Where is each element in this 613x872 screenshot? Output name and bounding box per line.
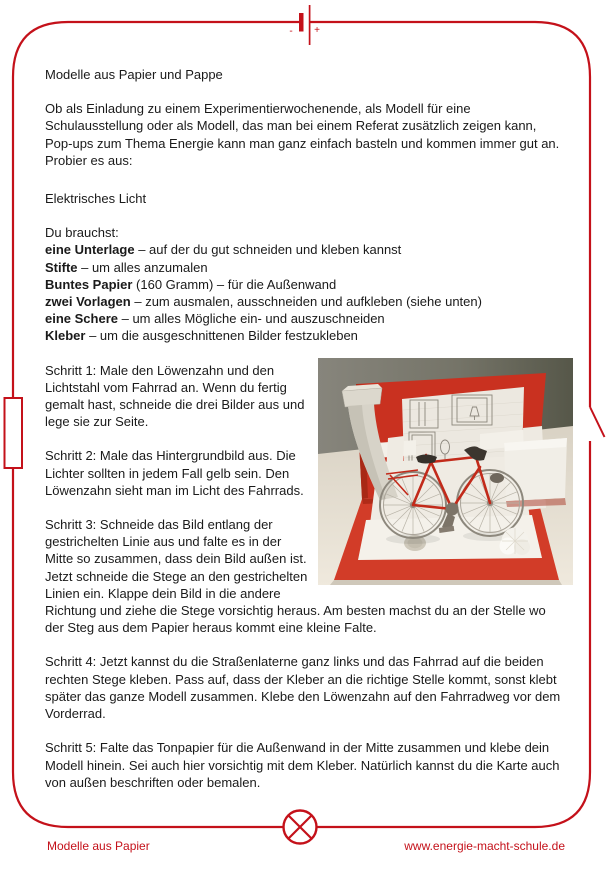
try-prompt: Probier es aus:: [45, 152, 133, 168]
step-paragraph: Schritt 5: Falte das Tonpapier für die Außenwand in der Mitte zusammen und klebe dein Modell hinein. Sei auch hier vorsichtig mit dem Kleber. Natürlich kannst du die Karte auch von außen beschriften oder bemalen.: [45, 740, 560, 790]
materials-heading: Du brauchst:: [45, 225, 119, 241]
lamp-icon: [284, 811, 317, 844]
popup-model-photo-graphic: [318, 358, 573, 585]
material-item: eine Unterlage – auf der du gut schneiden und kleben kannst: [45, 242, 402, 258]
battery-plus-label: +: [314, 25, 320, 36]
materials-list: [45, 241, 565, 344]
footer-document-title: Modelle aus Papier: [47, 839, 150, 853]
step-paragraph: Schritt 2: Male das Hintergrundbild aus. Die Lichter sollten in jedem Fall gelb sein. Den Löwenzahn sieht man im Licht des Fahrrads.: [45, 448, 304, 498]
step-paragraph: Schritt 4: Jetzt kannst du die Straßenlaterne ganz links und das Fahrrad auf die beiden rechten Stege kleben. Pass auf, dass der Kleber an die richtige Stelle kommt, sonst klebt später das ganze Modell zusammen. Klebe den Löwenzahn auf den Fahrradweg vor dem Vorderrad.: [45, 654, 561, 722]
step-paragraph: Schritt 3: Schneide das Bild entlang der gestrichelten Linie aus und falte es in der Mitte so zusammen, dass dein Bild außen ist. Jetzt schneide die Stege an den gestrichelten Linien ein. Klappe dein Bild in die andere Richtung und ziehe die Stege vorsichtig heraus. Am besten machst du an der Stelle wo der Steg aus dem Papier heraus kommt eine kleine Falte.: [45, 517, 546, 636]
step-paragraph: Schritt 1: Male den Löwenzahn und den Lichtstahl vom Fahrrad an. Wenn du fertig gemalt hast, schneide die drei Bilder aus und lege sie zur Seite.: [45, 362, 305, 430]
resistor-icon: [5, 398, 23, 468]
battery-minus-label: -: [289, 26, 293, 37]
section-heading: Elektrisches Licht: [45, 191, 147, 207]
switch-icon: [590, 407, 605, 437]
page-title: Modelle aus Papier und Pappe: [45, 67, 223, 82]
intro-paragraph: Ob als Einladung zu einem Experimentierwochenende, als Modell für eine Schulausstellung oder als Modell, das man bei einem Referat zusätzlich zeigen kann, Pop-ups zum Thema Energie kann man ganz einfach basteln und kommen immer gut an.: [45, 101, 560, 151]
steps-section: [45, 362, 565, 791]
battery-icon: [289, 5, 320, 45]
material-item: Kleber – um die ausgeschnittenen Bilder festzukleben: [45, 328, 358, 344]
material-item: zwei Vorlagen – zum ausmalen, ausschneiden und aufkleben (siehe unten): [45, 294, 482, 310]
paper-flap: [504, 438, 567, 507]
footer-website-link[interactable]: www.energie-macht-schule.de: [404, 839, 565, 853]
material-item: Buntes Papier (160 Gramm) – für die Außenwand: [45, 276, 337, 292]
material-item: eine Schere – um alles Mögliche ein- und auszuschneiden: [45, 311, 385, 327]
popup-model-photo: [318, 358, 573, 585]
material-item: Stifte – um alles anzumalen: [45, 259, 208, 275]
document-body: [45, 66, 565, 791]
